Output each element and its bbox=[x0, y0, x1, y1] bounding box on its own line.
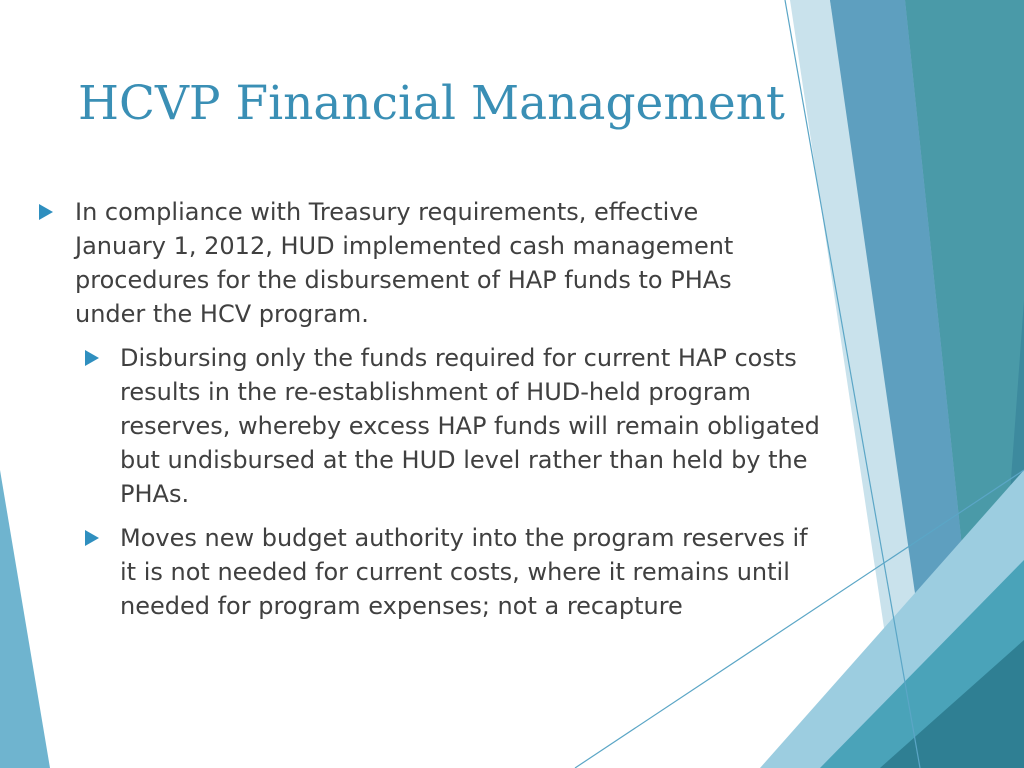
triangle-arrow-icon bbox=[85, 350, 99, 366]
bullet-item-3 bbox=[36, 521, 826, 623]
triangle-arrow-icon bbox=[85, 530, 99, 546]
bullet-list bbox=[36, 195, 826, 633]
bullet-text: In compliance with Treasury requirements, effective January 1, 2012, HUD implemented cash management procedures for the disbursement of HAP funds to PHAs under the HCV program. bbox=[75, 198, 734, 328]
bullet-item-1 bbox=[36, 195, 826, 331]
bullet-text: Disbursing only the funds required for current HAP costs results in the re-establishment of HUD-held program reserves, whereby excess HAP funds will remain obligated but undisbursed at the HUD level rather than held by the PHAs. bbox=[120, 344, 820, 508]
slide-title: HCVP Financial Management bbox=[78, 76, 785, 131]
bullet-item-2 bbox=[36, 341, 826, 511]
triangle-arrow-icon bbox=[39, 204, 53, 220]
bullet-text: Moves new budget authority into the program reserves if it is not needed for current costs, where it remains until needed for program expenses; not a recapture bbox=[120, 524, 808, 620]
